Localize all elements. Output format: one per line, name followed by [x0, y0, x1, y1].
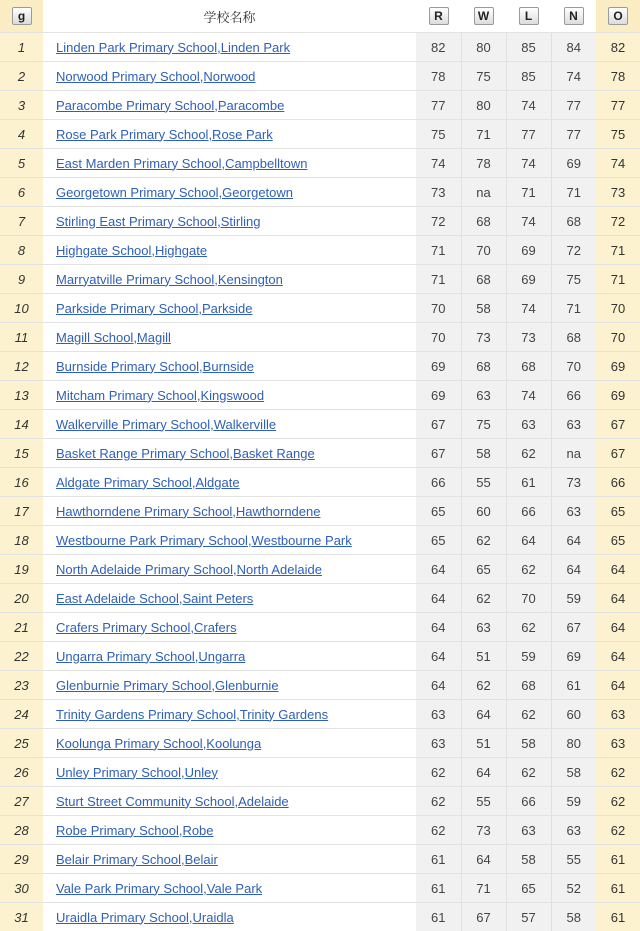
language-score-cell: 69: [506, 236, 551, 265]
reading-score-cell: 62: [416, 816, 461, 845]
school-name-cell: [43, 120, 416, 149]
language-score-cell: 71: [506, 178, 551, 207]
table-row: [0, 555, 640, 584]
rank-cell: 18: [0, 526, 43, 555]
school-link[interactable]: Parkside Primary School,Parkside: [56, 301, 253, 316]
table-row: [0, 120, 640, 149]
numeracy-score-cell: 60: [551, 700, 596, 729]
language-score-cell: 73: [506, 323, 551, 352]
numeracy-score-cell: 68: [551, 207, 596, 236]
numeracy-score-cell: 63: [551, 497, 596, 526]
language-score-cell: 62: [506, 758, 551, 787]
overall-score-cell: 73: [596, 178, 640, 207]
rank-cell: 6: [0, 178, 43, 207]
language-score-cell: 85: [506, 33, 551, 62]
rank-cell: 8: [0, 236, 43, 265]
school-link[interactable]: Linden Park Primary School,Linden Park: [56, 40, 290, 55]
header-row: [0, 0, 640, 33]
overall-score-cell: 71: [596, 236, 640, 265]
rank-cell: 17: [0, 497, 43, 526]
rank-cell: 31: [0, 903, 43, 931]
rank-cell: 20: [0, 584, 43, 613]
overall-score-cell: 70: [596, 323, 640, 352]
numeracy-score-cell: 67: [551, 613, 596, 642]
writing-score-cell: 80: [461, 33, 506, 62]
school-link[interactable]: Rose Park Primary School,Rose Park: [56, 127, 273, 142]
overall-score-cell: 61: [596, 845, 640, 874]
rank-cell: 2: [0, 62, 43, 91]
language-score-cell: 62: [506, 700, 551, 729]
school-name-cell: [43, 207, 416, 236]
school-name-cell: [43, 497, 416, 526]
school-link[interactable]: East Adelaide School,Saint Peters: [56, 591, 253, 606]
language-column-header[interactable]: [506, 0, 551, 33]
writing-score-cell: 58: [461, 294, 506, 323]
school-link[interactable]: Marryatville Primary School,Kensington: [56, 272, 283, 287]
overall-score-cell: 65: [596, 497, 640, 526]
rank-cell: 12: [0, 352, 43, 381]
overall-score-cell: 64: [596, 555, 640, 584]
overall-score-cell: 70: [596, 294, 640, 323]
school-name-cell: [43, 294, 416, 323]
school-name-cell: [43, 236, 416, 265]
rank-cell: 4: [0, 120, 43, 149]
numeracy-score-cell: 71: [551, 178, 596, 207]
reading-score-cell: 63: [416, 729, 461, 758]
rank-cell: 30: [0, 874, 43, 903]
rank-cell: 25: [0, 729, 43, 758]
school-name-cell: [43, 526, 416, 555]
overall-score-cell: 64: [596, 613, 640, 642]
school-name-cell: [43, 845, 416, 874]
overall-score-cell: 62: [596, 816, 640, 845]
table-row: [0, 149, 640, 178]
writing-score-cell: 55: [461, 468, 506, 497]
school-name-cell: [43, 874, 416, 903]
school-link[interactable]: Highgate School,Highgate: [56, 243, 207, 258]
overall-score-cell: 69: [596, 381, 640, 410]
writing-score-cell: 71: [461, 120, 506, 149]
reading-score-cell: 65: [416, 526, 461, 555]
overall-score-cell: 67: [596, 439, 640, 468]
language-score-cell: 63: [506, 410, 551, 439]
table-row: [0, 265, 640, 294]
overall-score-cell: 72: [596, 207, 640, 236]
numeracy-score-cell: 64: [551, 555, 596, 584]
writing-score-cell: 63: [461, 613, 506, 642]
school-link[interactable]: Uraidla Primary School,Uraidla: [56, 910, 234, 925]
rank-cell: 5: [0, 149, 43, 178]
reading-score-cell: 64: [416, 642, 461, 671]
writing-score-cell: 80: [461, 91, 506, 120]
school-name-cell: [43, 903, 416, 931]
numeracy-score-cell: 63: [551, 816, 596, 845]
rank-cell: 21: [0, 613, 43, 642]
overall-score-cell: 66: [596, 468, 640, 497]
language-score-cell: 58: [506, 845, 551, 874]
writing-score-cell: 62: [461, 526, 506, 555]
reading-score-cell: 71: [416, 265, 461, 294]
school-name-cell: [43, 584, 416, 613]
reading-score-cell: 61: [416, 903, 461, 931]
table-row: [0, 439, 640, 468]
language-score-cell: 70: [506, 584, 551, 613]
school-link[interactable]: Unley Primary School,Unley: [56, 765, 218, 780]
writing-score-cell: 51: [461, 729, 506, 758]
rank-cell: 13: [0, 381, 43, 410]
writing-score-cell: 68: [461, 265, 506, 294]
writing-score-cell: na: [461, 178, 506, 207]
reading-score-cell: 69: [416, 381, 461, 410]
school-name-cell: [43, 613, 416, 642]
reading-header-label[interactable]: R: [429, 7, 449, 25]
overall-score-cell: 65: [596, 526, 640, 555]
numeracy-score-cell: 75: [551, 265, 596, 294]
school-name-cell: [43, 439, 416, 468]
reading-score-cell: 61: [416, 874, 461, 903]
table-row: [0, 758, 640, 787]
numeracy-score-cell: 66: [551, 381, 596, 410]
language-score-cell: 57: [506, 903, 551, 931]
school-link[interactable]: Trinity Gardens Primary School,Trinity Gardens: [56, 707, 328, 722]
school-link[interactable]: Westbourne Park Primary School,Westbourne Park: [56, 533, 352, 548]
school-link[interactable]: Walkerville Primary School,Walkerville: [56, 417, 276, 432]
rank-cell: 29: [0, 845, 43, 874]
numeracy-score-cell: 70: [551, 352, 596, 381]
rank-cell: 14: [0, 410, 43, 439]
numeracy-score-cell: 69: [551, 642, 596, 671]
rank-cell: 22: [0, 642, 43, 671]
numeracy-score-cell: 63: [551, 410, 596, 439]
school-link[interactable]: Basket Range Primary School,Basket Range: [56, 446, 315, 461]
school-name-cell: [43, 62, 416, 91]
numeracy-score-cell: 73: [551, 468, 596, 497]
rank-cell: 27: [0, 787, 43, 816]
rank-cell: 3: [0, 91, 43, 120]
reading-score-cell: 69: [416, 352, 461, 381]
numeracy-header-label[interactable]: N: [564, 7, 584, 25]
writing-score-cell: 63: [461, 381, 506, 410]
table-row: [0, 178, 640, 207]
reading-score-cell: 65: [416, 497, 461, 526]
overall-score-cell: 74: [596, 149, 640, 178]
rank-cell: 26: [0, 758, 43, 787]
rank-cell: 19: [0, 555, 43, 584]
reading-score-cell: 67: [416, 410, 461, 439]
writing-score-cell: 55: [461, 787, 506, 816]
table-row: [0, 236, 640, 265]
school-name-cell: [43, 642, 416, 671]
writing-score-cell: 62: [461, 671, 506, 700]
overall-score-cell: 61: [596, 903, 640, 931]
writing-score-cell: 71: [461, 874, 506, 903]
school-link[interactable]: Aldgate Primary School,Aldgate: [56, 475, 240, 490]
school-link[interactable]: Belair Primary School,Belair: [56, 852, 218, 867]
overall-score-cell: 62: [596, 758, 640, 787]
school-link[interactable]: Robe Primary School,Robe: [56, 823, 214, 838]
school-link[interactable]: Mitcham Primary School,Kingswood: [56, 388, 264, 403]
school-link[interactable]: Burnside Primary School,Burnside: [56, 359, 254, 374]
table-row: [0, 729, 640, 758]
numeracy-column-header[interactable]: [551, 0, 596, 33]
table-row: [0, 497, 640, 526]
overall-score-cell: 75: [596, 120, 640, 149]
writing-score-cell: 78: [461, 149, 506, 178]
language-score-cell: 58: [506, 729, 551, 758]
overall-score-cell: 64: [596, 671, 640, 700]
table-row: [0, 62, 640, 91]
reading-column-header[interactable]: [416, 0, 461, 33]
language-score-cell: 77: [506, 120, 551, 149]
school-name-cell: [43, 352, 416, 381]
numeracy-score-cell: 59: [551, 584, 596, 613]
school-link[interactable]: Ungarra Primary School,Ungarra: [56, 649, 245, 664]
school-link[interactable]: Stirling East Primary School,Stirling: [56, 214, 260, 229]
writing-score-cell: 73: [461, 816, 506, 845]
language-score-cell: 66: [506, 787, 551, 816]
numeracy-score-cell: 74: [551, 62, 596, 91]
overall-score-cell: 64: [596, 584, 640, 613]
numeracy-score-cell: 58: [551, 903, 596, 931]
overall-score-cell: 71: [596, 265, 640, 294]
overall-score-cell: 64: [596, 642, 640, 671]
writing-score-cell: 68: [461, 207, 506, 236]
numeracy-score-cell: 64: [551, 526, 596, 555]
numeracy-score-cell: 61: [551, 671, 596, 700]
rank-column-header[interactable]: [0, 0, 43, 33]
language-score-cell: 74: [506, 91, 551, 120]
writing-column-header[interactable]: [461, 0, 506, 33]
writing-score-cell: 64: [461, 758, 506, 787]
writing-score-cell: 58: [461, 439, 506, 468]
rank-cell: 23: [0, 671, 43, 700]
reading-score-cell: 74: [416, 149, 461, 178]
overall-score-cell: 62: [596, 787, 640, 816]
language-score-cell: 64: [506, 526, 551, 555]
table-row: [0, 700, 640, 729]
school-name-cell: [43, 381, 416, 410]
overall-score-cell: 78: [596, 62, 640, 91]
school-name-cell: [43, 671, 416, 700]
writing-score-cell: 75: [461, 62, 506, 91]
numeracy-score-cell: na: [551, 439, 596, 468]
overall-score-cell: 61: [596, 874, 640, 903]
school-link[interactable]: Vale Park Primary School,Vale Park: [56, 881, 262, 896]
language-score-cell: 59: [506, 642, 551, 671]
numeracy-score-cell: 71: [551, 294, 596, 323]
reading-score-cell: 62: [416, 787, 461, 816]
numeracy-score-cell: 58: [551, 758, 596, 787]
school-name-cell: [43, 555, 416, 584]
overall-score-cell: 77: [596, 91, 640, 120]
overall-score-cell: 82: [596, 33, 640, 62]
reading-score-cell: 73: [416, 178, 461, 207]
table-row: [0, 816, 640, 845]
reading-score-cell: 64: [416, 671, 461, 700]
school-name-cell: [43, 33, 416, 62]
numeracy-score-cell: 68: [551, 323, 596, 352]
school-name-cell: [43, 410, 416, 439]
reading-score-cell: 64: [416, 555, 461, 584]
school-name-cell: [43, 729, 416, 758]
language-score-cell: 85: [506, 62, 551, 91]
language-score-cell: 66: [506, 497, 551, 526]
rank-header-label[interactable]: g: [12, 7, 32, 25]
school-name-cell: [43, 178, 416, 207]
school-name-cell: [43, 787, 416, 816]
writing-score-cell: 60: [461, 497, 506, 526]
numeracy-score-cell: 84: [551, 33, 596, 62]
school-link[interactable]: Paracombe Primary School,Paracombe: [56, 98, 284, 113]
reading-score-cell: 64: [416, 613, 461, 642]
writing-score-cell: 64: [461, 845, 506, 874]
table-row: [0, 352, 640, 381]
language-score-cell: 65: [506, 874, 551, 903]
school-name-cell: [43, 91, 416, 120]
table-row: [0, 874, 640, 903]
table-row: [0, 323, 640, 352]
table-row: [0, 613, 640, 642]
language-score-cell: 74: [506, 294, 551, 323]
reading-score-cell: 78: [416, 62, 461, 91]
table-row: [0, 468, 640, 497]
overall-column-header[interactable]: [596, 0, 640, 33]
writing-score-cell: 70: [461, 236, 506, 265]
reading-score-cell: 63: [416, 700, 461, 729]
rank-cell: 28: [0, 816, 43, 845]
writing-score-cell: 62: [461, 584, 506, 613]
table-row: [0, 410, 640, 439]
language-score-cell: 68: [506, 671, 551, 700]
numeracy-score-cell: 69: [551, 149, 596, 178]
table-row: [0, 91, 640, 120]
table-body: [0, 33, 640, 931]
numeracy-score-cell: 59: [551, 787, 596, 816]
language-score-cell: 62: [506, 439, 551, 468]
school-name-cell: [43, 323, 416, 352]
language-score-cell: 63: [506, 816, 551, 845]
table-row: [0, 642, 640, 671]
reading-score-cell: 64: [416, 584, 461, 613]
school-link[interactable]: Sturt Street Community School,Adelaide: [56, 794, 289, 809]
school-link[interactable]: Koolunga Primary School,Koolunga: [56, 736, 261, 751]
table-row: [0, 845, 640, 874]
numeracy-score-cell: 52: [551, 874, 596, 903]
rank-cell: 15: [0, 439, 43, 468]
school-link[interactable]: North Adelaide Primary School,North Adelaide: [56, 562, 322, 577]
reading-score-cell: 71: [416, 236, 461, 265]
rank-cell: 10: [0, 294, 43, 323]
school-name-cell: [43, 758, 416, 787]
writing-score-cell: 51: [461, 642, 506, 671]
language-score-cell: 68: [506, 352, 551, 381]
rank-cell: 16: [0, 468, 43, 497]
language-score-cell: 62: [506, 613, 551, 642]
table-row: [0, 903, 640, 931]
reading-score-cell: 75: [416, 120, 461, 149]
writing-header-label[interactable]: W: [474, 7, 494, 25]
rank-cell: 7: [0, 207, 43, 236]
overall-score-cell: 69: [596, 352, 640, 381]
reading-score-cell: 82: [416, 33, 461, 62]
numeracy-score-cell: 77: [551, 120, 596, 149]
writing-score-cell: 64: [461, 700, 506, 729]
rank-cell: 24: [0, 700, 43, 729]
language-header-label[interactable]: L: [519, 7, 539, 25]
writing-score-cell: 65: [461, 555, 506, 584]
language-score-cell: 69: [506, 265, 551, 294]
overall-header-label[interactable]: O: [608, 7, 628, 25]
table-row: [0, 207, 640, 236]
overall-score-cell: 67: [596, 410, 640, 439]
language-score-cell: 61: [506, 468, 551, 497]
table-row: [0, 584, 640, 613]
writing-score-cell: 68: [461, 352, 506, 381]
writing-score-cell: 67: [461, 903, 506, 931]
reading-score-cell: 62: [416, 758, 461, 787]
table-row: [0, 381, 640, 410]
school-name-cell: [43, 149, 416, 178]
overall-score-cell: 63: [596, 700, 640, 729]
language-score-cell: 74: [506, 207, 551, 236]
school-name-header-label: 学校名称: [203, 10, 255, 25]
reading-score-cell: 72: [416, 207, 461, 236]
reading-score-cell: 61: [416, 845, 461, 874]
writing-score-cell: 75: [461, 410, 506, 439]
table-row: [0, 294, 640, 323]
language-score-cell: 74: [506, 381, 551, 410]
table-row: [0, 787, 640, 816]
school-name-cell: [43, 700, 416, 729]
table-row: [0, 671, 640, 700]
numeracy-score-cell: 80: [551, 729, 596, 758]
reading-score-cell: 77: [416, 91, 461, 120]
school-name-cell: [43, 265, 416, 294]
numeracy-score-cell: 55: [551, 845, 596, 874]
school-link[interactable]: Crafers Primary School,Crafers: [56, 620, 237, 635]
overall-score-cell: 63: [596, 729, 640, 758]
rank-cell: 1: [0, 33, 43, 62]
rank-cell: 9: [0, 265, 43, 294]
language-score-cell: 62: [506, 555, 551, 584]
reading-score-cell: 70: [416, 323, 461, 352]
numeracy-score-cell: 72: [551, 236, 596, 265]
table-header: [0, 0, 640, 33]
school-link[interactable]: Glenburnie Primary School,Glenburnie: [56, 678, 279, 693]
reading-score-cell: 66: [416, 468, 461, 497]
reading-score-cell: 67: [416, 439, 461, 468]
school-link[interactable]: Hawthorndene Primary School,Hawthorndene: [56, 504, 320, 519]
table-row: [0, 526, 640, 555]
school-name-column-header[interactable]: [43, 0, 416, 33]
rank-cell: 11: [0, 323, 43, 352]
table-row: [0, 33, 640, 62]
school-link[interactable]: Magill School,Magill: [56, 330, 171, 345]
reading-score-cell: 70: [416, 294, 461, 323]
school-link[interactable]: Georgetown Primary School,Georgetown: [56, 185, 293, 200]
school-link[interactable]: East Marden Primary School,Campbelltown: [56, 156, 307, 171]
writing-score-cell: 73: [461, 323, 506, 352]
numeracy-score-cell: 77: [551, 91, 596, 120]
language-score-cell: 74: [506, 149, 551, 178]
school-name-cell: [43, 468, 416, 497]
school-name-cell: [43, 816, 416, 845]
school-link[interactable]: Norwood Primary School,Norwood: [56, 69, 255, 84]
